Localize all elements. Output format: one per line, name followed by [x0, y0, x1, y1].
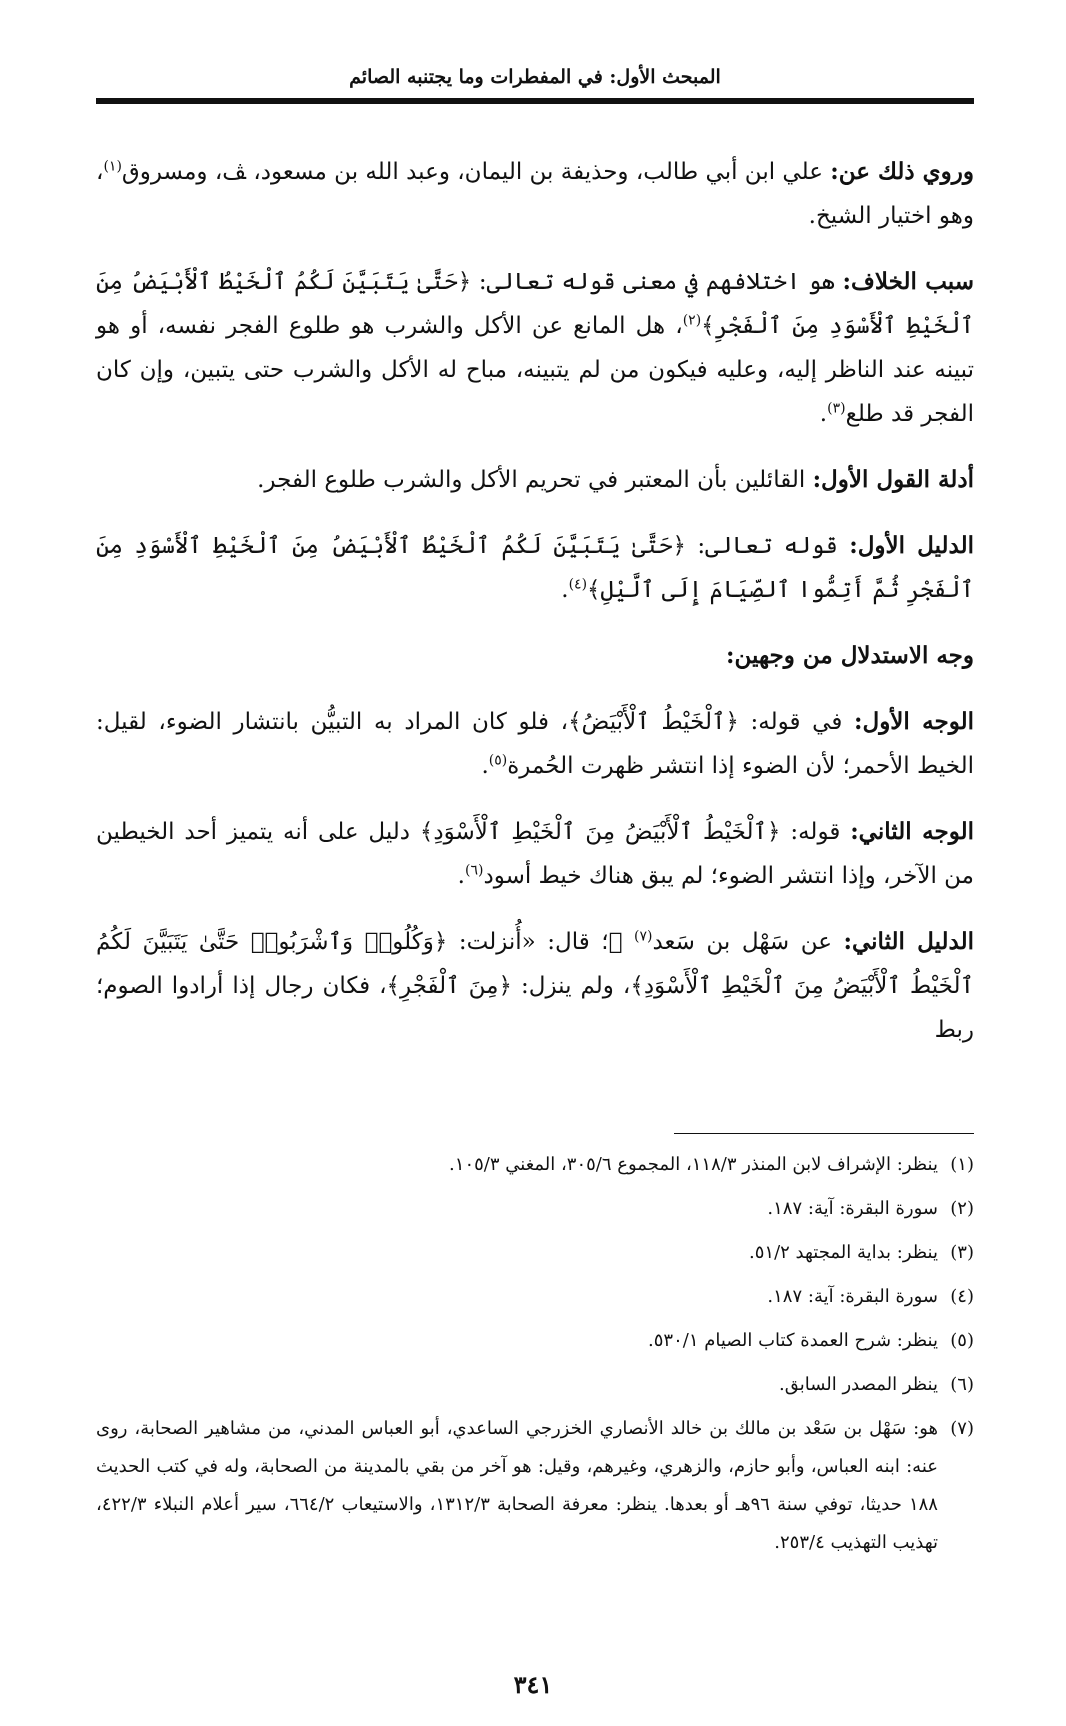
footnote-separator — [674, 1133, 974, 1134]
paragraph-text: علي ابن أبي طالب، وحذيفة بن اليمان، وعبد الله بن مسعود، ﭫ، ومسروق — [121, 159, 831, 185]
header-rule — [96, 98, 974, 104]
paragraph-text: عن سَهْل بن سَعد — [652, 929, 844, 955]
paragraph-text: هو اختلافهم في معنى قوله تعالى: ﴿حَتَّىٰ يَتَبَيَّنَ لَكُمُ ٱلْخَيْطُ ٱلْأَبْيَضُ مِنَ ٱلْخَيْطِ ٱلْأَسْوَدِ مِنَ ٱلْفَجْرِ﴾ — [96, 269, 974, 339]
paragraph-text: . — [561, 577, 569, 603]
footnote-item — [96, 1410, 974, 1562]
paragraph-reason — [96, 260, 974, 436]
paragraph-text: القائلين بأن المعتبر في تحريم الأكل والشرب طلوع الفجر. — [257, 467, 813, 493]
paragraph-label: الدليل الثاني: — [843, 928, 974, 955]
paragraph-narrators — [96, 150, 974, 238]
footnote-item — [96, 1278, 974, 1316]
footnote-number: (٣) — [950, 1242, 974, 1263]
running-header: المبحث الأول: في المفطرات وما يجتنبه الصائم — [349, 66, 721, 88]
footnote-ref[interactable]: (٢) — [682, 312, 702, 329]
footnote-item — [96, 1234, 974, 1272]
footnote-text: هو: سَهْل بن سَعْد بن مالك بن خالد الأنصاري الخزرجي الساعدي، أبو العباس المدني، من مشاهير الصحابة، روى عنه: ابنه العباس، وأبو حازم، والزهري، وغيرهم، وقيل: هو آخر من بقي بالمدينة من الصحابة، وله في كتب الحديث ١٨٨ حديثا، توفي سنة ٩٦هـ أو بعدها. ينظر: معرفة الصحابة ١٣١٢/٣، والاستيعاب ٦٦٤/٢، سير أعلام النبلاء ٤٢٢/٣، تهذيب التهذيب ٢٥٣/٤. — [96, 1418, 938, 1553]
footnote-number: (٢) — [950, 1198, 974, 1219]
page-number: ٣٤١ — [513, 1670, 553, 1699]
paragraph-text: . — [481, 753, 489, 779]
footnote-ref[interactable]: (٧) — [633, 928, 653, 945]
paragraph-text: ﷺ؛ قال: «أُنزلت: ﴿وَكُلُوا۟ وَٱشْرَبُوا۟ حَتَّىٰ يَتَبَيَّنَ لَكُمُ ٱلْخَيْطُ ٱلْأَبْيَضُ مِنَ ٱلْخَيْطِ ٱلْأَسْوَدِ﴾، ولم ينزل: ﴿مِنَ ٱلْفَجْرِ﴾، فكان رجال إذا أرادوا الصوم؛ ربط — [96, 929, 974, 1043]
paragraph-text: في قوله: ﴿ٱلْخَيْطُ ٱلْأَبْيَضُ﴾، فلو كان المراد به التبيُّن بانتشار الضوء، لقيل: الخيط الأحمر؛ لأن الضوء إذا انتشر ظهرت الحُمرة — [96, 709, 974, 779]
footnote-ref[interactable]: (١) — [103, 158, 122, 175]
footnote-number: (٧) — [950, 1418, 974, 1439]
paragraph-label: وجه الاستدلال من وجهين: — [726, 642, 974, 669]
paragraph-aspect-1 — [96, 700, 974, 788]
footnote-item — [96, 1146, 974, 1184]
footnote-number: (١) — [950, 1154, 974, 1175]
footnote-ref[interactable]: (٣) — [827, 400, 846, 417]
paragraph-label: سبب الخلاف: — [842, 268, 974, 295]
paragraph-evidence-1 — [96, 524, 974, 612]
footnote-number: (٤) — [950, 1286, 974, 1307]
paragraph-label: الوجه الأول: — [854, 708, 974, 735]
paragraph-text: قوله: ﴿ٱلْخَيْطُ ٱلْأَبْيَضُ مِنَ ٱلْخَيْطِ ٱلْأَسْوَدِ﴾ دليل على أنه يتميز أحد الخيطين من الآخر، وإذا انتشر الضوء؛ لم يبق هناك خيط أسود — [96, 819, 974, 889]
paragraph-inference-heading — [96, 634, 974, 678]
footnote-ref[interactable]: (٤) — [568, 576, 588, 593]
paragraph-text: ، وهو اختيار الشيخ. — [96, 159, 974, 229]
paragraph-text: قوله تعالى: ﴿حَتَّىٰ يَتَبَيَّنَ لَكُمُ ٱلْخَيْطُ ٱلْأَبْيَضُ مِنَ ٱلْخَيْطِ ٱلْأَسْوَدِ مِنَ ٱلْفَجْرِ ثُمَّ أَتِمُّوا ٱلصِّيَامَ إِلَى ٱلَّيْلِ﴾ — [96, 533, 974, 603]
footnote-ref[interactable]: (٥) — [488, 752, 508, 769]
paragraph-label: وروي ذلك عن: — [830, 158, 975, 185]
footnote-text: سورة البقرة: آية: ١٨٧. — [767, 1286, 938, 1307]
paragraph-aspect-2 — [96, 810, 974, 898]
paragraph-text: . — [457, 863, 465, 889]
footnote-number: (٦) — [950, 1374, 974, 1395]
footnote-item — [96, 1366, 974, 1404]
footnote-text: ينظر: بداية المجتهد ٥١/٢. — [749, 1242, 938, 1263]
footnote-text: ينظر: شرح العمدة كتاب الصيام ٥٣٠/١. — [648, 1330, 938, 1351]
footnote-ref[interactable]: (٦) — [464, 862, 484, 879]
paragraph-label: أدلة القول الأول: — [812, 466, 974, 493]
footnote-number: (٥) — [950, 1330, 974, 1351]
footnote-item — [96, 1322, 974, 1360]
paragraph-text: ، هل المانع عن الأكل والشرب هو طلوع الفجر نفسه، أو هو تبينه عند الناظر إليه، وعليه فيكون من لم يتبينه، مباح له الأكل والشرب حتى يتبين، وإن كان الفجر قد طلع — [96, 313, 974, 427]
footnote-text: ينظر: الإشراف لابن المنذر ١١٨/٣، المجموع ٣٠٥/٦، المغني ١٠٥/٣. — [449, 1154, 938, 1175]
paragraph-evidence-2 — [96, 920, 974, 1052]
footnotes — [96, 1146, 974, 1568]
paragraph-evidence-heading — [96, 458, 974, 502]
footnote-text: سورة البقرة: آية: ١٨٧. — [767, 1198, 938, 1219]
footnote-text: ينظر المصدر السابق. — [779, 1374, 938, 1395]
paragraph-label: الدليل الأول: — [849, 532, 974, 559]
paragraph-text: . — [819, 401, 828, 427]
main-text — [96, 150, 974, 1074]
footnote-item — [96, 1190, 974, 1228]
paragraph-label: الوجه الثاني: — [850, 818, 974, 845]
